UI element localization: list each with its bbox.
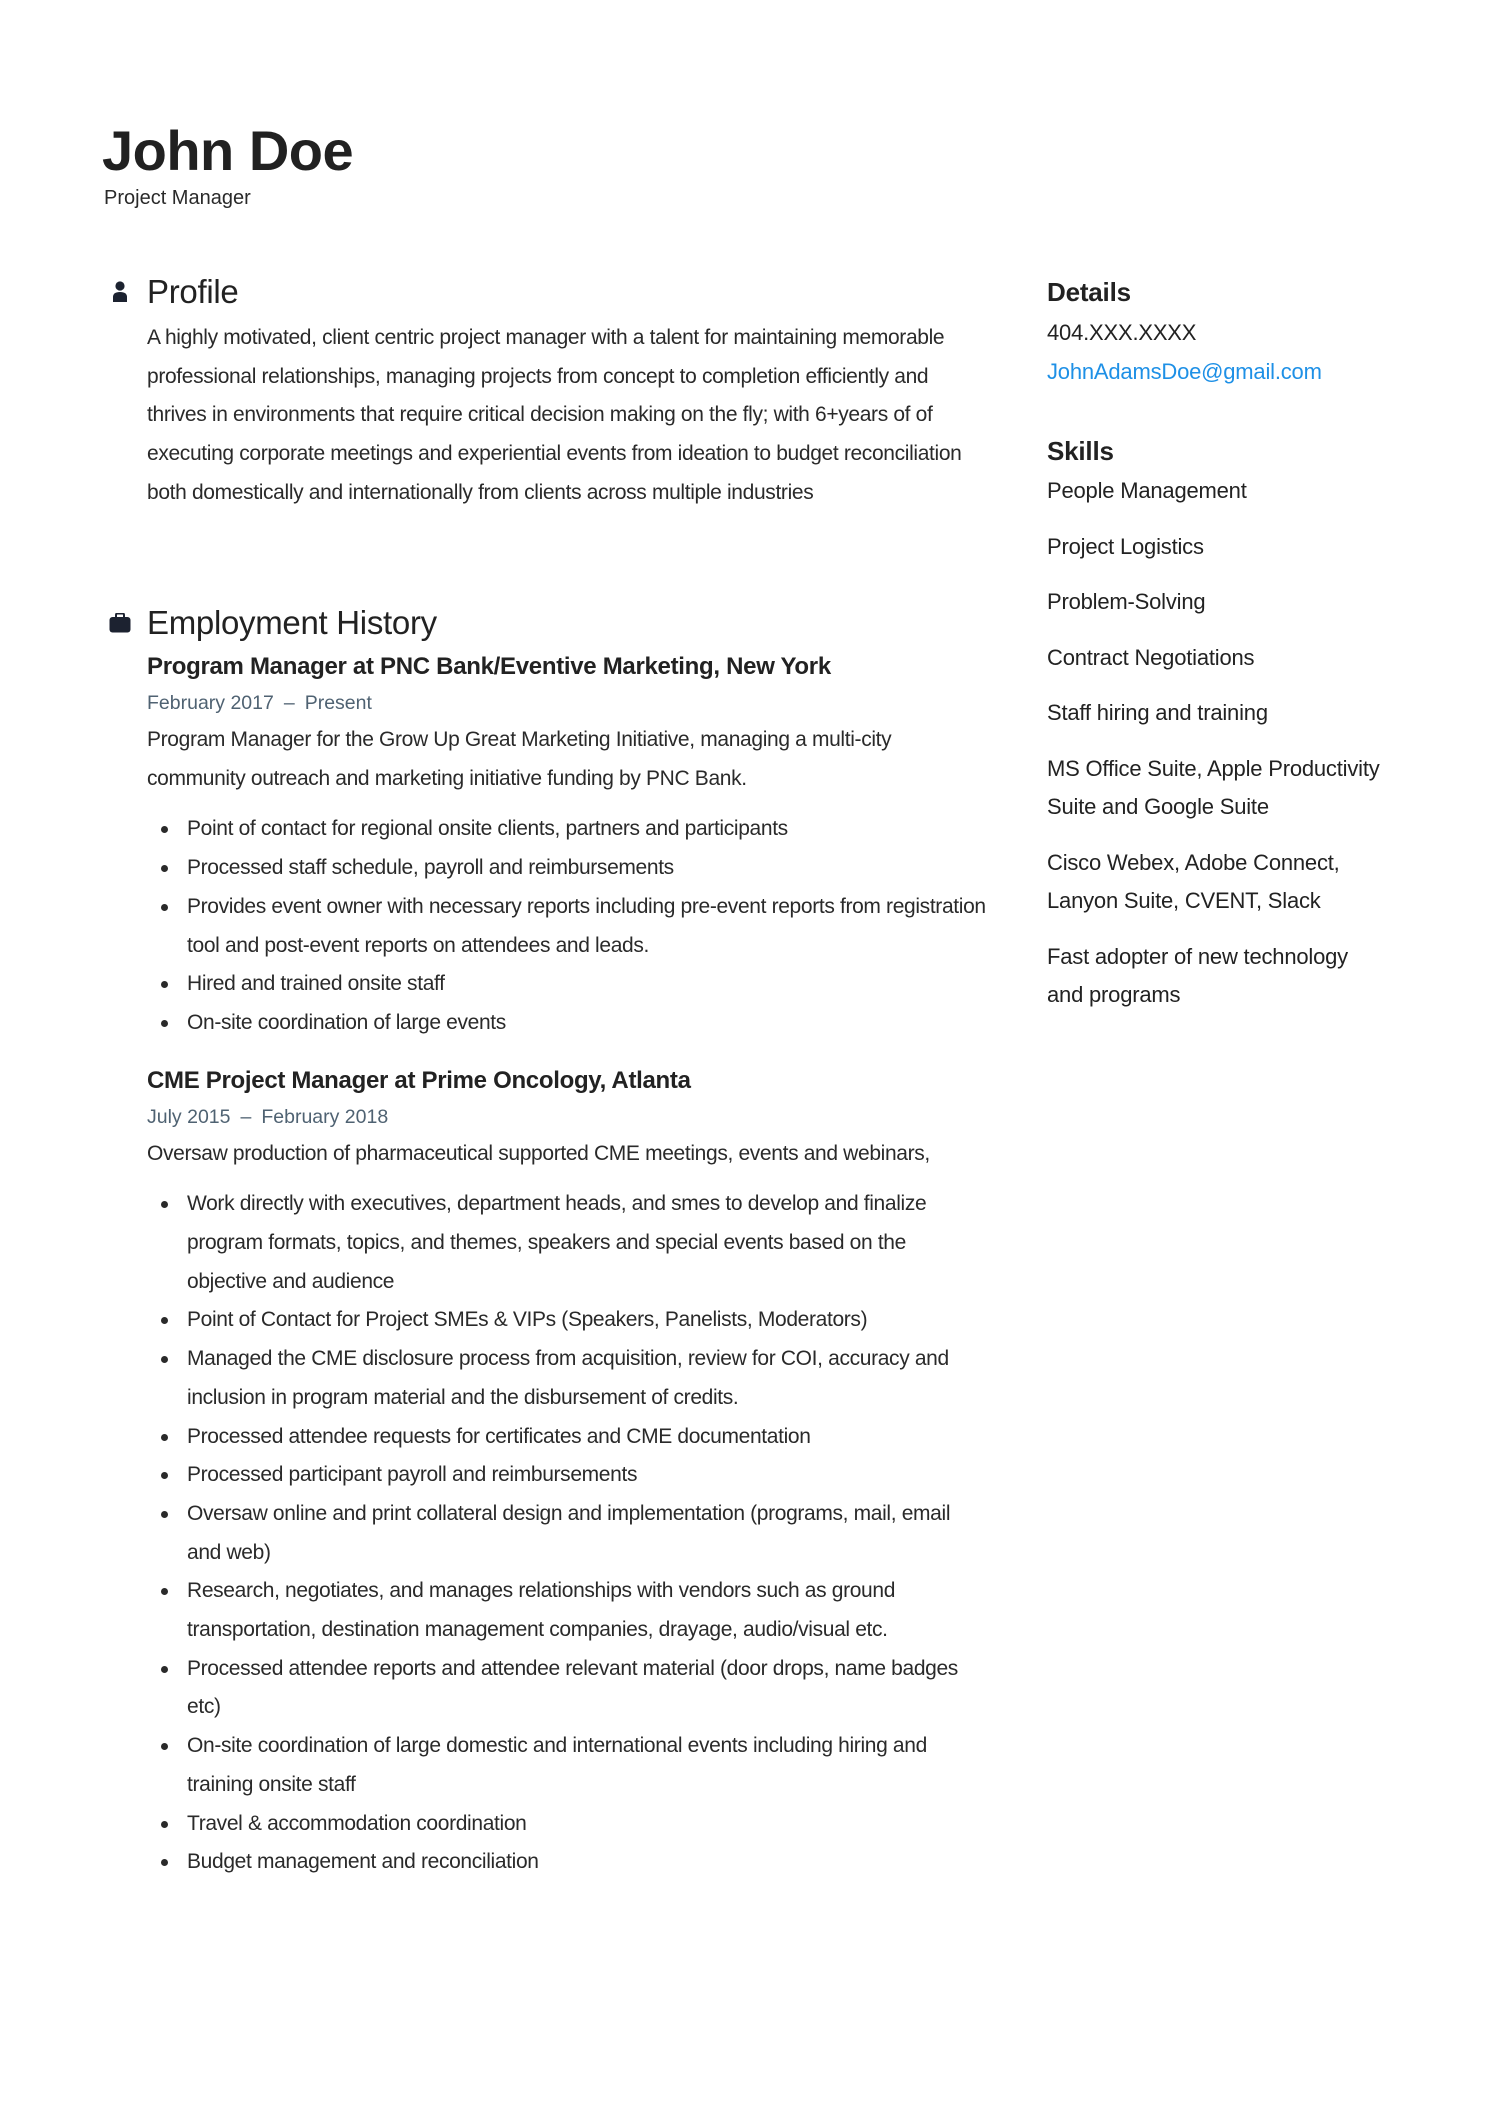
profile-summary: A highly motivated, client centric project manager with a talent for maintaining memorable professional relationships, managing projects from concept to completion efficiently and thrives in environments that require critical decision making on the fly; with 6+years of of executing corporate meetings and experiential events from ideation to budget reconciliation both domestically and internationally from clients across multiple industries [147, 326, 962, 504]
job-dates [147, 1103, 987, 1131]
skill-item: Cisco Webex, Adobe Connect, Lanyon Suite, CVENT, Slack [1047, 849, 1340, 913]
details-heading: Details [1047, 277, 1131, 307]
bullet-item: Managed the CME disclosure process from acquisition, review for COI, accuracy and inclusion in program material and the disbursement of credits. [147, 1340, 987, 1417]
job-bullets [147, 810, 987, 1042]
job-entry [147, 1065, 987, 1882]
profile-heading: Profile [147, 273, 239, 310]
job-entry [147, 651, 987, 1043]
skills-heading: Skills [1047, 436, 1114, 466]
job-end-date: Present [304, 692, 372, 714]
job-end-date: February 2018 [261, 1105, 389, 1128]
date-separator: – [240, 1105, 252, 1128]
job-bullets [147, 1185, 987, 1882]
job-description: Oversaw production of pharmaceutical supported CME meetings, events and webinars, [147, 1141, 930, 1165]
bullet-item: Point of contact for regional onsite clients, partners and participants [147, 810, 987, 849]
bullet-item: Work directly with executives, department heads, and smes to develop and finalize program formats, topics, and themes, speakers and special events based on the objective and audience [147, 1185, 987, 1301]
bullet-item: Provides event owner with necessary reports including pre-event reports from registration tool and post-event reports on attendees and leads. [147, 888, 987, 965]
candidate-name: John Doe [102, 119, 354, 182]
skill-item: Fast adopter of new technology and programs [1047, 943, 1348, 1007]
profile-section [147, 272, 987, 513]
bullet-item: Oversaw online and print collateral design and implementation (programs, mail, email and web) [147, 1495, 987, 1572]
job-description: Program Manager for the Grow Up Great Marketing Initiative, managing a multi-city community outreach and marketing initiative funding by PNC Bank. [147, 728, 892, 790]
skill-item: Project Logistics [1047, 533, 1204, 559]
bullet-item: Processed staff schedule, payroll and reimbursements [147, 849, 987, 888]
job-title: Program Manager at PNC Bank/Eventive Marketing, New York [147, 653, 831, 680]
date-separator: – [283, 692, 295, 714]
skills-section [1047, 434, 1387, 1032]
bullet-item: Hired and trained onsite staff [147, 965, 987, 1004]
candidate-title: Project Manager [104, 187, 251, 209]
bullet-item: Travel & accommodation coordination [147, 1805, 987, 1844]
skills-list [1047, 472, 1387, 1015]
person-icon [105, 281, 135, 303]
job-title: CME Project Manager at Prime Oncology, Atlanta [147, 1066, 691, 1094]
bullet-item: Point of Contact for Project SMEs & VIPs (Speakers, Panelists, Moderators) [147, 1301, 987, 1340]
job-start-date: February 2017 [147, 692, 274, 714]
email-link[interactable]: JohnAdamsDoe@gmail.com [1047, 358, 1322, 384]
bullet-item: Processed attendee reports and attendee relevant material (door drops, name badges etc) [147, 1650, 987, 1727]
bullet-item: On-site coordination of large events [147, 1004, 987, 1043]
bullet-item: Processed participant payroll and reimbursements [147, 1456, 987, 1495]
bullet-item: Budget management and reconciliation [147, 1843, 987, 1882]
skill-item: Staff hiring and training [1047, 700, 1268, 725]
briefcase-icon [105, 613, 135, 633]
profile-heading-row [147, 272, 987, 312]
bullet-item: Research, negotiates, and manages relationships with vendors such as ground transportation, destination management companies, drayage, audio/visual etc. [147, 1572, 987, 1649]
phone-number: 404.XXX.XXXX [1047, 320, 1197, 345]
job-start-date: July 2015 [147, 1105, 231, 1128]
bullet-item: Processed attendee requests for certificates and CME documentation [147, 1418, 987, 1457]
skill-item: MS Office Suite, Apple Productivity Suite and Google Suite [1047, 755, 1380, 819]
employment-heading: Employment History [147, 604, 437, 641]
employment-heading-row [147, 603, 987, 643]
bullet-item: On-site coordination of large domestic and international events including hiring and training onsite staff [147, 1727, 987, 1804]
skill-item: Contract Negotiations [1047, 644, 1255, 670]
job-dates [147, 689, 987, 717]
skill-item: Problem-Solving [1047, 589, 1206, 614]
employment-section [147, 603, 987, 1882]
skill-item: People Management [1047, 478, 1247, 503]
details-section [1047, 275, 1387, 391]
